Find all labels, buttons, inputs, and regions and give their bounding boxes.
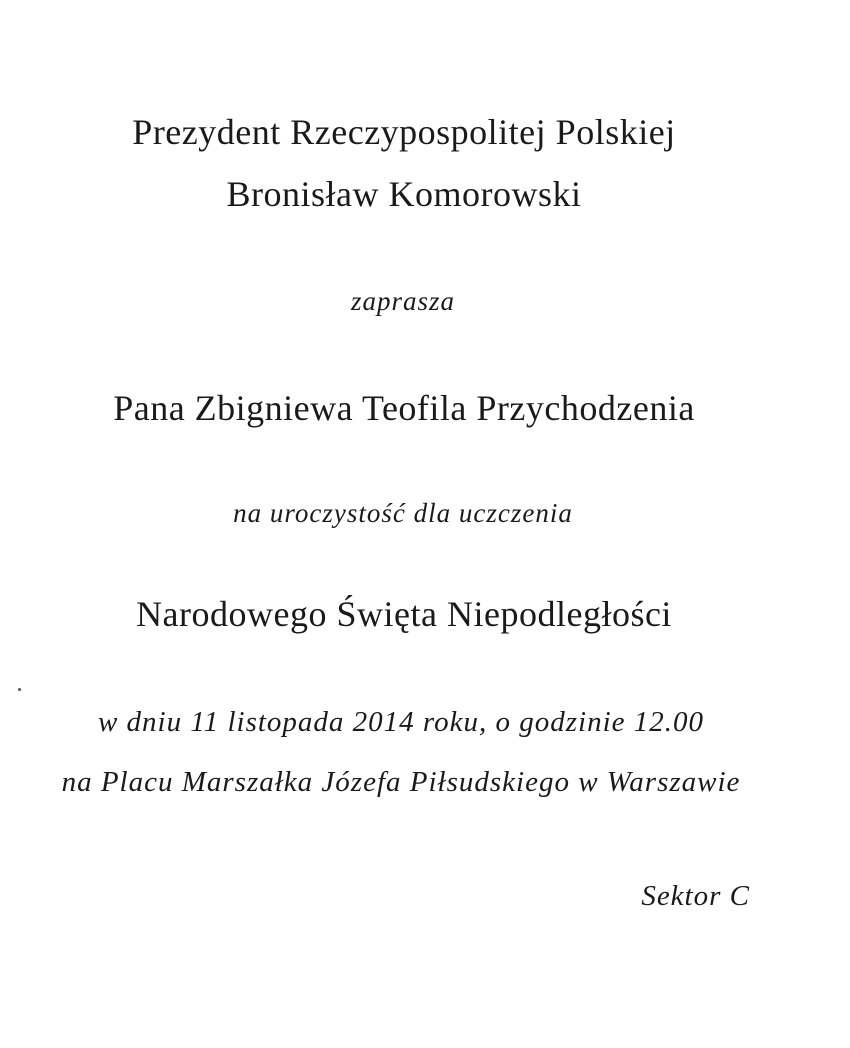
guest-name: Pana Zbigniewa Teofila Przychodzenia bbox=[113, 388, 695, 428]
occasion-intro: na uroczystość dla uczczenia bbox=[233, 498, 573, 528]
host-name: Bronisław Komorowski bbox=[226, 174, 582, 214]
scan-speck bbox=[18, 688, 21, 691]
sector-label: Sektor C bbox=[641, 880, 750, 912]
event-place: na Placu Marszałka Józefa Piłsudskiego w Warszawie bbox=[61, 766, 741, 798]
holiday-name: Narodowego Święta Niepodległości bbox=[136, 594, 672, 634]
host-title: Prezydent Rzeczypospolitej Polskiej bbox=[132, 112, 676, 152]
event-date-time: w dniu 11 listopada 2014 roku, o godzinie 12.00 bbox=[97, 706, 705, 738]
invites-text: zaprasza bbox=[350, 286, 456, 316]
